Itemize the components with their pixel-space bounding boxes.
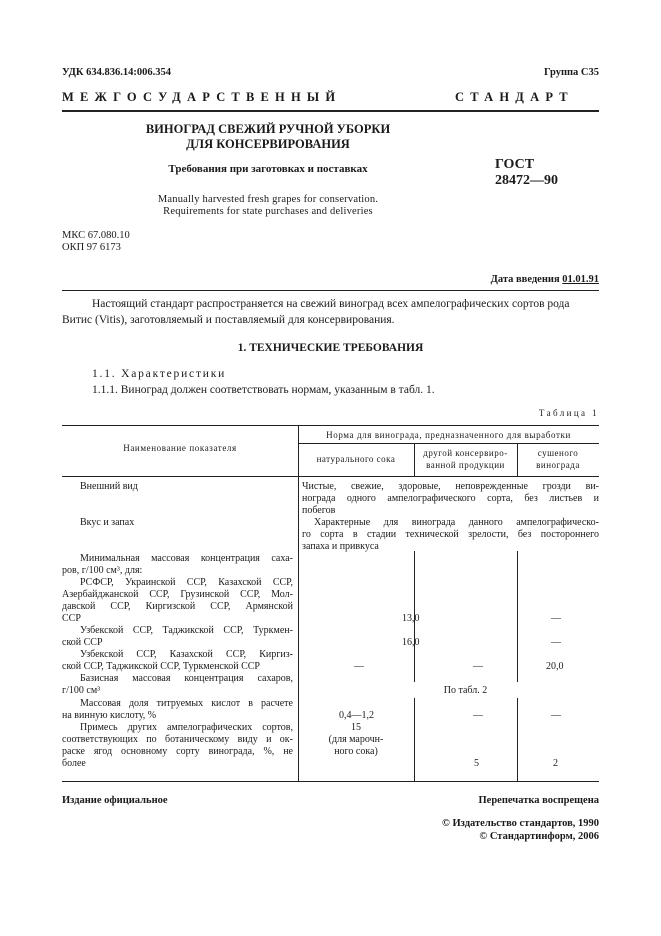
- row-sugar-label-line4: Азербайджанской ССР, Грузинской ССР, Мол-: [62, 589, 293, 600]
- row-acid-other-value: —: [473, 710, 483, 721]
- item-1-1: 1.1. Характеристики: [92, 368, 227, 380]
- header-rule: [62, 110, 599, 112]
- table-col-divider-3-a: [517, 551, 518, 682]
- english-title-line1: Manually harvested fresh grapes for conservation.: [157, 194, 379, 205]
- doc-subtitle: Требования при заготовках и поставках: [168, 163, 368, 175]
- table-subheader-rule: [298, 443, 599, 444]
- row-mix-label-line2: соответствующих по ботаническому виду и ок-: [62, 734, 293, 745]
- row-uzb2-label-line2: ской ССР, Таджикской ССР, Туркменской ССР: [62, 661, 260, 672]
- row-base-label-line2: г/100 см³: [62, 685, 101, 696]
- okp-code: ОКП 97 6173: [62, 242, 121, 253]
- row-sugar-label-line3: РСФСР, Украинской ССР, Казахской ССР,: [80, 577, 293, 588]
- row-mix-juice-line3: ного сока): [334, 746, 378, 757]
- row-mix-label-line1: Примесь других ампелографических сортов,: [80, 722, 293, 733]
- row-uzb2-label-line1: Узбекской ССР, Казахской ССР, Киргиз-: [80, 649, 293, 660]
- row-sugar-label-line1: Минимальная массовая концентрация саха-: [80, 553, 293, 564]
- header-dried-line2: винограда: [536, 460, 580, 470]
- effective-date-value: 01.01.91: [562, 274, 599, 285]
- intro-paragraph-line2: Витис (Vitis), заготовляемый и поставляемый для консервирования.: [62, 314, 395, 326]
- row-uzb-label-line1: Узбекской ССР, Таджикской ССР, Туркмен-: [80, 625, 293, 636]
- copyright-2006: © Стандартинформ, 2006: [479, 831, 599, 842]
- english-title-line2: Requirements for state purchases and deliveries: [163, 206, 373, 217]
- header-other-canned-line2: ванной продукции: [426, 460, 505, 470]
- row-mix-juice-line1: 15: [351, 722, 361, 733]
- section-heading: 1. ТЕХНИЧЕСКИЕ ТРЕБОВАНИЯ: [237, 342, 424, 354]
- doc-title-line1: ВИНОГРАД СВЕЖИЙ РУЧНОЙ УБОРКИ: [145, 122, 391, 136]
- group-code: Группа С35: [543, 67, 599, 78]
- header-dried-line1: сушеного: [537, 448, 579, 458]
- header-natural-juice: натурального сока: [316, 454, 396, 464]
- row-uzb-dried-value: —: [551, 637, 561, 648]
- row-sugar-label-line2: ров, г/100 см³, для:: [62, 565, 143, 576]
- row-uzb2-other-value: —: [473, 661, 483, 672]
- standard-label-left: МЕЖГОСУДАРСТВЕННЫЙ: [62, 90, 342, 104]
- row-acid-label-line2: на винную кислоту, %: [62, 710, 157, 721]
- row-uzb2-dried-value: 20,0: [546, 661, 564, 672]
- row-sugar-label-line6: ССР: [62, 613, 81, 624]
- row-mix-label-line3: раске ягод основному сорту винограда, %, не: [62, 746, 293, 757]
- row-acid-label-line1: Массовая доля титруемых кислот в расчете: [80, 698, 293, 709]
- table-top-rule: [62, 425, 599, 426]
- gost-number: 28472—90: [495, 173, 558, 188]
- header-other-canned-line1: другой консервиро-: [423, 448, 508, 458]
- table-col-divider-2-b: [414, 698, 415, 781]
- row-appearance-value-line3: побегов: [302, 505, 336, 516]
- row-mix-label-line4: более: [62, 758, 86, 769]
- effective-date-label: Дата введения: [490, 274, 560, 285]
- date-rule: [62, 290, 599, 291]
- row-sugar-juice-value: 13,0: [402, 613, 420, 624]
- row-mix-juice-line2: (для марочн-: [328, 734, 384, 745]
- row-appearance-value-line1: Чистые, свежие, здоровые, неповрежденные грозди ви-: [302, 481, 599, 492]
- standard-label-right: СТАНДАРТ: [455, 90, 574, 104]
- table-bottom-rule: [62, 781, 599, 782]
- intro-paragraph-line1: Настоящий стандарт распространяется на свежий виноград всех ампелографических сортов рода: [92, 298, 570, 310]
- row-mix-other-value: 5: [474, 758, 479, 769]
- item-1-1-1: 1.1.1. Виноград должен соответствовать нормам, указанным в табл. 1.: [92, 384, 435, 396]
- row-base-label-line1: Базисная массовая концентрация сахаров,: [80, 673, 293, 684]
- mks-code: МКС 67.080.10: [62, 230, 130, 241]
- gost-label: ГОСТ: [495, 157, 535, 172]
- row-mix-dried-value: 2: [553, 758, 558, 769]
- table-label: Таблица 1: [538, 408, 599, 418]
- copyright-1990: © Издательство стандартов, 1990: [442, 818, 599, 829]
- udk-code: УДК 634.836.14:006.354: [62, 67, 171, 78]
- row-base-value: По табл. 2: [443, 685, 488, 696]
- header-norm: Норма для винограда, предназначенного для выработки: [326, 430, 571, 440]
- row-taste-value-line2: го сорта в стадии технической зрелости, без постороннего: [302, 529, 599, 540]
- header-indicator-name: Наименование показателя: [123, 443, 237, 453]
- row-appearance-label: Внешний вид: [80, 481, 138, 492]
- doc-title-line2: ДЛЯ КОНСЕРВИРОВАНИЯ: [186, 137, 350, 151]
- row-uzb-label-line2: ской ССР: [62, 637, 103, 648]
- row-uzb2-juice-value: —: [354, 661, 364, 672]
- row-uzb-juice-value: 16,0: [402, 637, 420, 648]
- row-sugar-dried-value: —: [551, 613, 561, 624]
- effective-date: [400, 274, 599, 285]
- row-acid-dried-value: —: [551, 710, 561, 721]
- row-sugar-label-line5: давской ССР, Киргизской ССР, Армянской: [62, 601, 293, 612]
- table-col-divider-3-b: [517, 698, 518, 781]
- row-taste-label: Вкус и запах: [80, 517, 135, 528]
- row-appearance-value-line2: нограда одного ампелографического сорта, без листьев и: [302, 493, 599, 504]
- official-edition: Издание официальное: [62, 795, 168, 806]
- table-header-bottom-rule: [62, 476, 599, 477]
- row-taste-value-line3: запаха и привкуса: [302, 541, 379, 552]
- row-taste-value-line1: Характерные для винограда данного ампелографическо-: [314, 517, 599, 528]
- reprint-notice: Перепечатка воспрещена: [478, 795, 599, 806]
- row-acid-juice-value: 0,4—1,2: [339, 710, 374, 721]
